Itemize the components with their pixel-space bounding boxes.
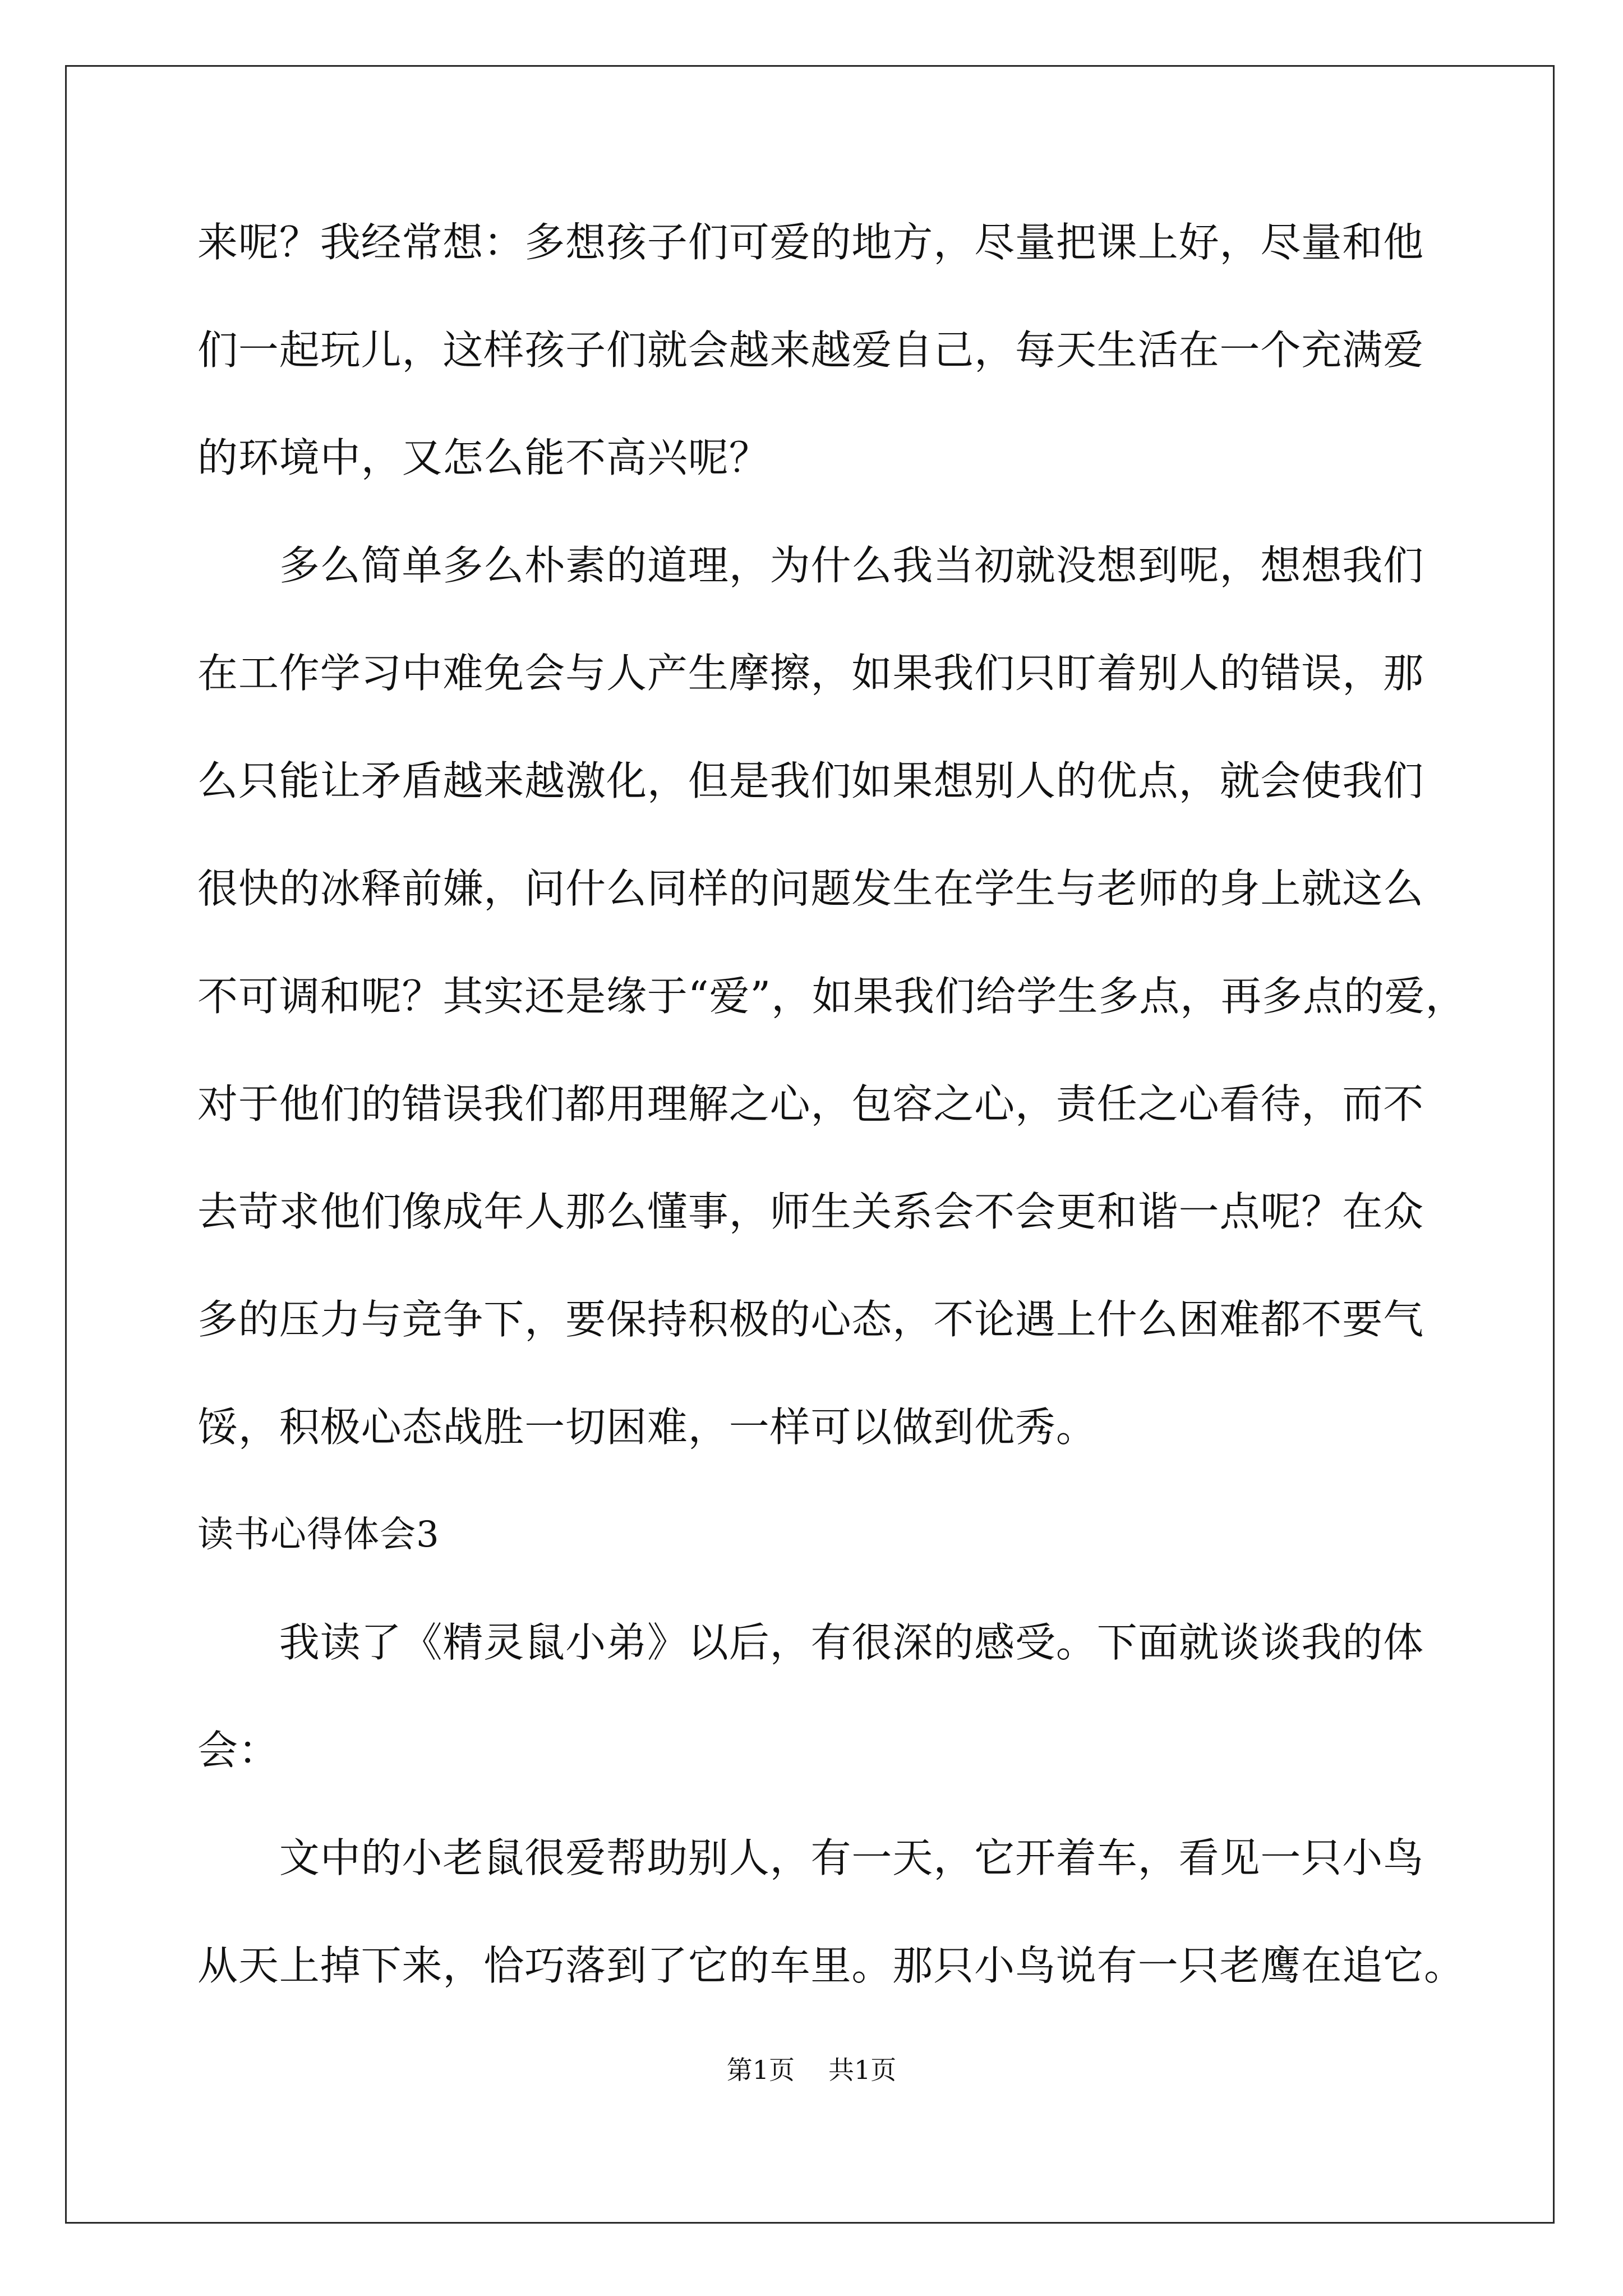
text-line: 不可调和呢？其实还是缘于“爱”，如果我们给学生多点，再多点的爱， (197, 973, 1467, 1020)
text-line: 很快的冰释前嫌，问什么同样的问题发生在学生与老师的身上就这么 (197, 865, 1424, 912)
text-line: 会： (197, 1727, 279, 1774)
page-number-total: 共1页 (828, 2055, 897, 2085)
text-line: 么只能让矛盾越来越激化，但是我们如果想别人的优点，就会使我们 (197, 757, 1424, 804)
text-line: 的环境中，又怎么能不高兴呢？ (197, 434, 770, 481)
text-line: 馁，积极心态战胜一切困难，一样可以做到优秀。 (197, 1404, 1097, 1451)
text-line: 多的压力与竞争下，要保持积极的心态，不论遇上什么困难都不要气 (197, 1296, 1424, 1343)
paragraph-start-line: 多么简单多么朴素的道理，为什么我当初就没想到呢，想想我们 (197, 542, 1424, 589)
document-body (197, 209, 1467, 2040)
paragraph-start-line: 文中的小老鼠很爱帮助别人，有一天，它开着车，看见一只小鸟 (197, 1834, 1424, 1881)
text-line: 们一起玩儿，这样孩子们就会越来越爱自己，每天生活在一个充满爱 (197, 326, 1424, 374)
page-number-current: 第1页 (726, 2055, 795, 2085)
text-line: 在工作学习中难免会与人产生摩擦，如果我们只盯着别人的错误，那 (197, 650, 1424, 697)
text-line: 从天上掉下来，恰巧落到了它的车里。那只小鸟说有一只老鹰在追它。 (197, 1942, 1465, 1989)
section-heading: 读书心得体会3 (197, 1514, 440, 1556)
text-line: 来呢？我经常想：多想孩子们可爱的地方，尽量把课上好，尽量和他 (197, 219, 1424, 266)
page-footer (0, 2053, 1623, 2087)
paragraph-start-line: 我读了《精灵鼠小弟》以后，有很深的感受。下面就谈谈我的体 (197, 1619, 1424, 1666)
text-line: 去苛求他们像成年人那么懂事，师生关系会不会更和谐一点呢？在众 (197, 1188, 1424, 1235)
text-line: 对于他们的错误我们都用理解之心，包容之心，责任之心看待，而不 (197, 1080, 1424, 1128)
